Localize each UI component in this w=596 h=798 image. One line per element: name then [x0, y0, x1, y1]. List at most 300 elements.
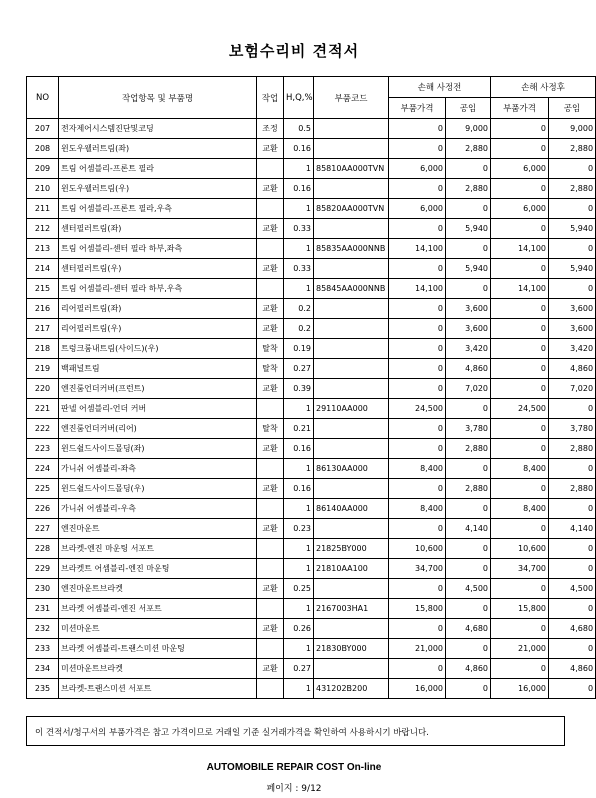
- row-after-labor: 4,680: [549, 619, 596, 639]
- header-item: 작업항목 및 부품명: [59, 77, 257, 119]
- row-before-labor: 2,880: [446, 439, 491, 459]
- row-before-labor: 0: [446, 159, 491, 179]
- table-row: [27, 139, 596, 159]
- row-after-part-price: 0: [491, 339, 549, 359]
- row-hq: 0.23: [284, 519, 314, 539]
- table-row: [27, 219, 596, 239]
- header-before: 손해 사정전: [389, 77, 491, 98]
- row-after-labor: 3,420: [549, 339, 596, 359]
- row-after-labor: 0: [549, 239, 596, 259]
- row-after-part-price: 0: [491, 359, 549, 379]
- table-row: [27, 299, 596, 319]
- row-no: 235: [27, 679, 59, 699]
- row-after-labor: 4,500: [549, 579, 596, 599]
- row-after-labor: 4,860: [549, 659, 596, 679]
- row-item-name: 센터필러트림(좌): [59, 219, 257, 239]
- row-part-code: 431202B200: [314, 679, 389, 699]
- row-no: 220: [27, 379, 59, 399]
- table-row: [27, 379, 596, 399]
- row-work: [257, 239, 284, 259]
- row-before-labor: 0: [446, 539, 491, 559]
- table-row: [27, 359, 596, 379]
- row-after-labor: 0: [549, 599, 596, 619]
- row-before-labor: 0: [446, 199, 491, 219]
- row-after-part-price: 0: [491, 579, 549, 599]
- row-after-labor: 0: [549, 559, 596, 579]
- row-part-code: [314, 479, 389, 499]
- row-no: 234: [27, 659, 59, 679]
- row-item-name: 트림 어셈블리-센터 필라 하부,좌측: [59, 239, 257, 259]
- row-before-part-price: 0: [389, 619, 446, 639]
- row-no: 214: [27, 259, 59, 279]
- footer-brand: AUTOMOBILE REPAIR COST On-line: [206, 762, 382, 773]
- row-item-name: 엔진마운트: [59, 519, 257, 539]
- row-item-name: 리어필러트림(좌): [59, 299, 257, 319]
- table-row: [27, 179, 596, 199]
- row-after-labor: 7,020: [549, 379, 596, 399]
- row-part-code: [314, 579, 389, 599]
- row-after-labor: 2,880: [549, 179, 596, 199]
- row-before-labor: 0: [446, 599, 491, 619]
- row-part-code: [314, 439, 389, 459]
- header-before-part-price: 부품가격: [389, 98, 446, 119]
- row-no: 224: [27, 459, 59, 479]
- row-hq: 1: [284, 399, 314, 419]
- row-before-part-price: 34,700: [389, 559, 446, 579]
- row-work: 탈착: [257, 339, 284, 359]
- row-item-name: 브라켓-엔진 마운팅 서포트: [59, 539, 257, 559]
- row-work: [257, 599, 284, 619]
- row-before-labor: 3,420: [446, 339, 491, 359]
- row-before-part-price: 15,800: [389, 599, 446, 619]
- row-work: [257, 679, 284, 699]
- row-work: 교환: [257, 319, 284, 339]
- row-item-name: 가니쉬 어셈블리-우측: [59, 499, 257, 519]
- row-before-labor: 4,860: [446, 359, 491, 379]
- row-hq: 0.27: [284, 359, 314, 379]
- row-before-labor: 4,860: [446, 659, 491, 679]
- row-part-code: [314, 339, 389, 359]
- row-item-name: 미션마운트: [59, 619, 257, 639]
- row-before-part-price: 0: [389, 439, 446, 459]
- row-work: 교환: [257, 139, 284, 159]
- row-no: 229: [27, 559, 59, 579]
- row-before-part-price: 0: [389, 219, 446, 239]
- row-after-part-price: 0: [491, 519, 549, 539]
- page-title: 보험수리비 견적서: [228, 42, 360, 60]
- row-item-name: 트림 어셈블리-프론트 필라: [59, 159, 257, 179]
- row-work: 교환: [257, 379, 284, 399]
- row-after-part-price: 24,500: [491, 399, 549, 419]
- row-before-part-price: 0: [389, 299, 446, 319]
- row-hq: 1: [284, 199, 314, 219]
- row-before-labor: 0: [446, 459, 491, 479]
- row-item-name: 판넬 어셈블리-언더 커버: [59, 399, 257, 419]
- row-work: 교환: [257, 519, 284, 539]
- row-work: [257, 539, 284, 559]
- row-after-part-price: 8,400: [491, 499, 549, 519]
- row-after-part-price: 6,000: [491, 199, 549, 219]
- row-hq: 0.16: [284, 439, 314, 459]
- row-item-name: 윈드쉴드사이드몰딩(우): [59, 479, 257, 499]
- table-row: [27, 399, 596, 419]
- row-part-code: [314, 659, 389, 679]
- row-after-labor: 0: [549, 159, 596, 179]
- row-before-labor: 2,880: [446, 179, 491, 199]
- table-row: [27, 559, 596, 579]
- row-part-code: [314, 179, 389, 199]
- row-no: 213: [27, 239, 59, 259]
- row-before-labor: 9,000: [446, 119, 491, 139]
- row-after-labor: 0: [549, 499, 596, 519]
- row-hq: 0.2: [284, 319, 314, 339]
- row-no: 218: [27, 339, 59, 359]
- row-part-code: [314, 299, 389, 319]
- estimate-table: [26, 76, 596, 699]
- row-no: 223: [27, 439, 59, 459]
- row-part-code: [314, 319, 389, 339]
- row-hq: 0.21: [284, 419, 314, 439]
- row-after-labor: 3,600: [549, 299, 596, 319]
- row-part-code: 85810AA000TVN: [314, 159, 389, 179]
- header-after-part-price: 부품가격: [491, 98, 549, 119]
- row-part-code: [314, 419, 389, 439]
- row-before-part-price: 0: [389, 339, 446, 359]
- row-item-name: 엔진룸언더커버(리어): [59, 419, 257, 439]
- header-before-labor: 공임: [446, 98, 491, 119]
- row-after-labor: 0: [549, 459, 596, 479]
- row-before-labor: 4,680: [446, 619, 491, 639]
- row-work: [257, 199, 284, 219]
- disclaimer-note: 이 견적서/청구서의 부품가격은 참고 가격이므로 거래일 기준 실거래가격을 확인하여 사용하시기 바랍니다.: [26, 716, 565, 746]
- row-hq: 1: [284, 679, 314, 699]
- row-before-part-price: 21,000: [389, 639, 446, 659]
- row-item-name: 브라켓 어셈블리-트랜스미션 마운팅: [59, 639, 257, 659]
- row-work: 교환: [257, 579, 284, 599]
- row-part-code: [314, 219, 389, 239]
- row-after-part-price: 10,600: [491, 539, 549, 559]
- row-before-part-price: 0: [389, 379, 446, 399]
- row-part-code: 86140AA000: [314, 499, 389, 519]
- row-before-part-price: 0: [389, 259, 446, 279]
- row-work: [257, 459, 284, 479]
- row-work: [257, 159, 284, 179]
- table-row: [27, 319, 596, 339]
- row-before-labor: 3,600: [446, 319, 491, 339]
- row-item-name: 브라켓트 어셈블리-엔진 마운팅: [59, 559, 257, 579]
- table-row: [27, 439, 596, 459]
- row-item-name: 리어필러트림(우): [59, 319, 257, 339]
- row-work: 교환: [257, 219, 284, 239]
- row-item-name: 가니쉬 어셈블리-좌측: [59, 459, 257, 479]
- row-no: 227: [27, 519, 59, 539]
- row-before-labor: 3,780: [446, 419, 491, 439]
- row-work: 교환: [257, 299, 284, 319]
- row-part-code: [314, 619, 389, 639]
- row-part-code: [314, 519, 389, 539]
- row-no: 207: [27, 119, 59, 139]
- row-before-part-price: 10,600: [389, 539, 446, 559]
- row-before-labor: 0: [446, 499, 491, 519]
- table-row: [27, 639, 596, 659]
- row-after-part-price: 0: [491, 139, 549, 159]
- row-hq: 0.5: [284, 119, 314, 139]
- row-no: 228: [27, 539, 59, 559]
- table-row: [27, 239, 596, 259]
- row-after-labor: 4,860: [549, 359, 596, 379]
- table-row: [27, 579, 596, 599]
- row-no: 232: [27, 619, 59, 639]
- row-part-code: [314, 379, 389, 399]
- row-no: 230: [27, 579, 59, 599]
- row-no: 233: [27, 639, 59, 659]
- row-hq: 0.25: [284, 579, 314, 599]
- row-after-labor: 0: [549, 279, 596, 299]
- row-hq: 1: [284, 639, 314, 659]
- row-before-labor: 0: [446, 399, 491, 419]
- row-before-labor: 3,600: [446, 299, 491, 319]
- table-row: [27, 419, 596, 439]
- row-item-name: 트렁크룸내트림(사이드)(우): [59, 339, 257, 359]
- row-before-part-price: 16,000: [389, 679, 446, 699]
- row-hq: 0.39: [284, 379, 314, 399]
- row-before-part-price: 0: [389, 479, 446, 499]
- row-after-labor: 3,600: [549, 319, 596, 339]
- row-item-name: 브라켓 어셈블리-엔진 서포트: [59, 599, 257, 619]
- table-row: [27, 539, 596, 559]
- row-work: 조정: [257, 119, 284, 139]
- row-after-part-price: 8,400: [491, 459, 549, 479]
- row-after-labor: 0: [549, 679, 596, 699]
- row-part-code: [314, 119, 389, 139]
- row-before-labor: 2,880: [446, 139, 491, 159]
- row-work: 탈착: [257, 359, 284, 379]
- row-after-part-price: 21,000: [491, 639, 549, 659]
- row-hq: 0.33: [284, 259, 314, 279]
- row-hq: 1: [284, 599, 314, 619]
- row-before-part-price: 24,500: [389, 399, 446, 419]
- row-after-labor: 9,000: [549, 119, 596, 139]
- row-before-part-price: 0: [389, 419, 446, 439]
- row-no: 208: [27, 139, 59, 159]
- row-hq: 0.2: [284, 299, 314, 319]
- header-work: 작업: [257, 77, 284, 119]
- row-work: [257, 279, 284, 299]
- header-after: 손해 사정후: [491, 77, 596, 98]
- row-item-name: 미션마운트브라켓: [59, 659, 257, 679]
- row-item-name: 엔진마운트브라켓: [59, 579, 257, 599]
- row-no: 216: [27, 299, 59, 319]
- row-after-labor: 5,940: [549, 259, 596, 279]
- table-row: [27, 259, 596, 279]
- row-before-part-price: 8,400: [389, 459, 446, 479]
- row-before-labor: 2,880: [446, 479, 491, 499]
- row-item-name: 트림 어셈블리-프론트 필라,우측: [59, 199, 257, 219]
- row-hq: 0.27: [284, 659, 314, 679]
- table-row: [27, 619, 596, 639]
- row-no: 210: [27, 179, 59, 199]
- row-hq: 0.19: [284, 339, 314, 359]
- row-no: 215: [27, 279, 59, 299]
- table-row: [27, 339, 596, 359]
- row-after-labor: 3,780: [549, 419, 596, 439]
- row-hq: 0.33: [284, 219, 314, 239]
- row-before-part-price: 6,000: [389, 199, 446, 219]
- header-code: 부품코드: [314, 77, 389, 119]
- row-before-labor: 0: [446, 279, 491, 299]
- row-work: [257, 639, 284, 659]
- table-row: [27, 119, 596, 139]
- row-part-code: 85835AA000NNB: [314, 239, 389, 259]
- row-after-labor: 0: [549, 399, 596, 419]
- row-work: [257, 499, 284, 519]
- table-row: [27, 199, 596, 219]
- table-row: [27, 659, 596, 679]
- row-after-part-price: 15,800: [491, 599, 549, 619]
- table-row: [27, 479, 596, 499]
- row-hq: 1: [284, 499, 314, 519]
- row-hq: 0.26: [284, 619, 314, 639]
- row-before-labor: 0: [446, 559, 491, 579]
- row-item-name: 백패널트림: [59, 359, 257, 379]
- row-part-code: [314, 259, 389, 279]
- row-after-part-price: 0: [491, 619, 549, 639]
- table-row: [27, 159, 596, 179]
- row-after-labor: 0: [549, 199, 596, 219]
- row-hq: 0.16: [284, 179, 314, 199]
- row-before-part-price: 0: [389, 319, 446, 339]
- row-after-part-price: 34,700: [491, 559, 549, 579]
- header-hq: H,Q,%: [284, 77, 314, 119]
- row-after-labor: 5,940: [549, 219, 596, 239]
- row-no: 226: [27, 499, 59, 519]
- row-before-labor: 0: [446, 639, 491, 659]
- row-work: 교환: [257, 659, 284, 679]
- row-after-part-price: 0: [491, 319, 549, 339]
- row-before-part-price: 14,100: [389, 239, 446, 259]
- row-hq: 1: [284, 239, 314, 259]
- row-before-part-price: 8,400: [389, 499, 446, 519]
- row-after-part-price: 0: [491, 379, 549, 399]
- row-work: [257, 399, 284, 419]
- row-after-labor: 2,880: [549, 439, 596, 459]
- table-row: [27, 599, 596, 619]
- row-after-part-price: 0: [491, 659, 549, 679]
- row-hq: 1: [284, 539, 314, 559]
- row-part-code: 29110AA000: [314, 399, 389, 419]
- row-item-name: 브라켓-트랜스미션 서포트: [59, 679, 257, 699]
- row-before-part-price: 0: [389, 359, 446, 379]
- row-work: 교환: [257, 479, 284, 499]
- row-after-part-price: 0: [491, 179, 549, 199]
- row-part-code: [314, 359, 389, 379]
- row-before-part-price: 0: [389, 579, 446, 599]
- row-item-name: 센터필러트림(우): [59, 259, 257, 279]
- row-before-labor: 5,940: [446, 259, 491, 279]
- row-after-part-price: 16,000: [491, 679, 549, 699]
- row-work: [257, 559, 284, 579]
- page-number: 페이지 : 9/12: [266, 784, 322, 794]
- row-after-part-price: 0: [491, 439, 549, 459]
- row-after-part-price: 0: [491, 219, 549, 239]
- row-hq: 0.16: [284, 479, 314, 499]
- table-row: [27, 499, 596, 519]
- row-part-code: 21810AA100: [314, 559, 389, 579]
- row-before-part-price: 0: [389, 119, 446, 139]
- header-no: NO: [27, 77, 59, 119]
- row-part-code: 2167003HA1: [314, 599, 389, 619]
- row-no: 221: [27, 399, 59, 419]
- row-work: 교환: [257, 259, 284, 279]
- row-no: 217: [27, 319, 59, 339]
- row-part-code: 85845AA000NNB: [314, 279, 389, 299]
- row-item-name: 윈도우웰러트림(좌): [59, 139, 257, 159]
- row-no: 222: [27, 419, 59, 439]
- row-item-name: 윈드쉴드사이드몰딩(좌): [59, 439, 257, 459]
- row-no: 231: [27, 599, 59, 619]
- table-row: [27, 679, 596, 699]
- row-no: 212: [27, 219, 59, 239]
- row-after-labor: 4,140: [549, 519, 596, 539]
- row-work: 탈착: [257, 419, 284, 439]
- header-after-labor: 공임: [549, 98, 596, 119]
- row-before-part-price: 0: [389, 519, 446, 539]
- row-before-labor: 0: [446, 239, 491, 259]
- row-before-labor: 7,020: [446, 379, 491, 399]
- row-no: 209: [27, 159, 59, 179]
- row-hq: 1: [284, 279, 314, 299]
- row-after-part-price: 0: [491, 119, 549, 139]
- row-before-part-price: 0: [389, 139, 446, 159]
- row-before-labor: 4,500: [446, 579, 491, 599]
- row-before-labor: 4,140: [446, 519, 491, 539]
- row-after-labor: 0: [549, 539, 596, 559]
- table-row: [27, 519, 596, 539]
- row-after-labor: 0: [549, 639, 596, 659]
- row-after-part-price: 0: [491, 299, 549, 319]
- row-work: 교환: [257, 179, 284, 199]
- row-after-labor: 2,880: [549, 139, 596, 159]
- row-part-code: 21830BY000: [314, 639, 389, 659]
- row-part-code: 21825BY000: [314, 539, 389, 559]
- row-hq: 1: [284, 559, 314, 579]
- row-before-labor: 0: [446, 679, 491, 699]
- row-item-name: 트림 어셈블리-센터 필라 하부,우측: [59, 279, 257, 299]
- row-before-part-price: 0: [389, 659, 446, 679]
- table-row: [27, 459, 596, 479]
- row-after-part-price: 14,100: [491, 239, 549, 259]
- row-work: 교환: [257, 439, 284, 459]
- row-hq: 0.16: [284, 139, 314, 159]
- row-after-labor: 2,880: [549, 479, 596, 499]
- row-before-part-price: 14,100: [389, 279, 446, 299]
- row-hq: 1: [284, 159, 314, 179]
- row-after-part-price: 6,000: [491, 159, 549, 179]
- row-hq: 1: [284, 459, 314, 479]
- table-body: [27, 119, 596, 699]
- row-no: 225: [27, 479, 59, 499]
- row-no: 219: [27, 359, 59, 379]
- row-before-part-price: 0: [389, 179, 446, 199]
- row-after-part-price: 0: [491, 259, 549, 279]
- table-row: [27, 279, 596, 299]
- row-part-code: [314, 139, 389, 159]
- row-after-part-price: 0: [491, 479, 549, 499]
- row-after-part-price: 14,100: [491, 279, 549, 299]
- row-part-code: 85820AA000TVN: [314, 199, 389, 219]
- row-before-part-price: 6,000: [389, 159, 446, 179]
- row-before-labor: 5,940: [446, 219, 491, 239]
